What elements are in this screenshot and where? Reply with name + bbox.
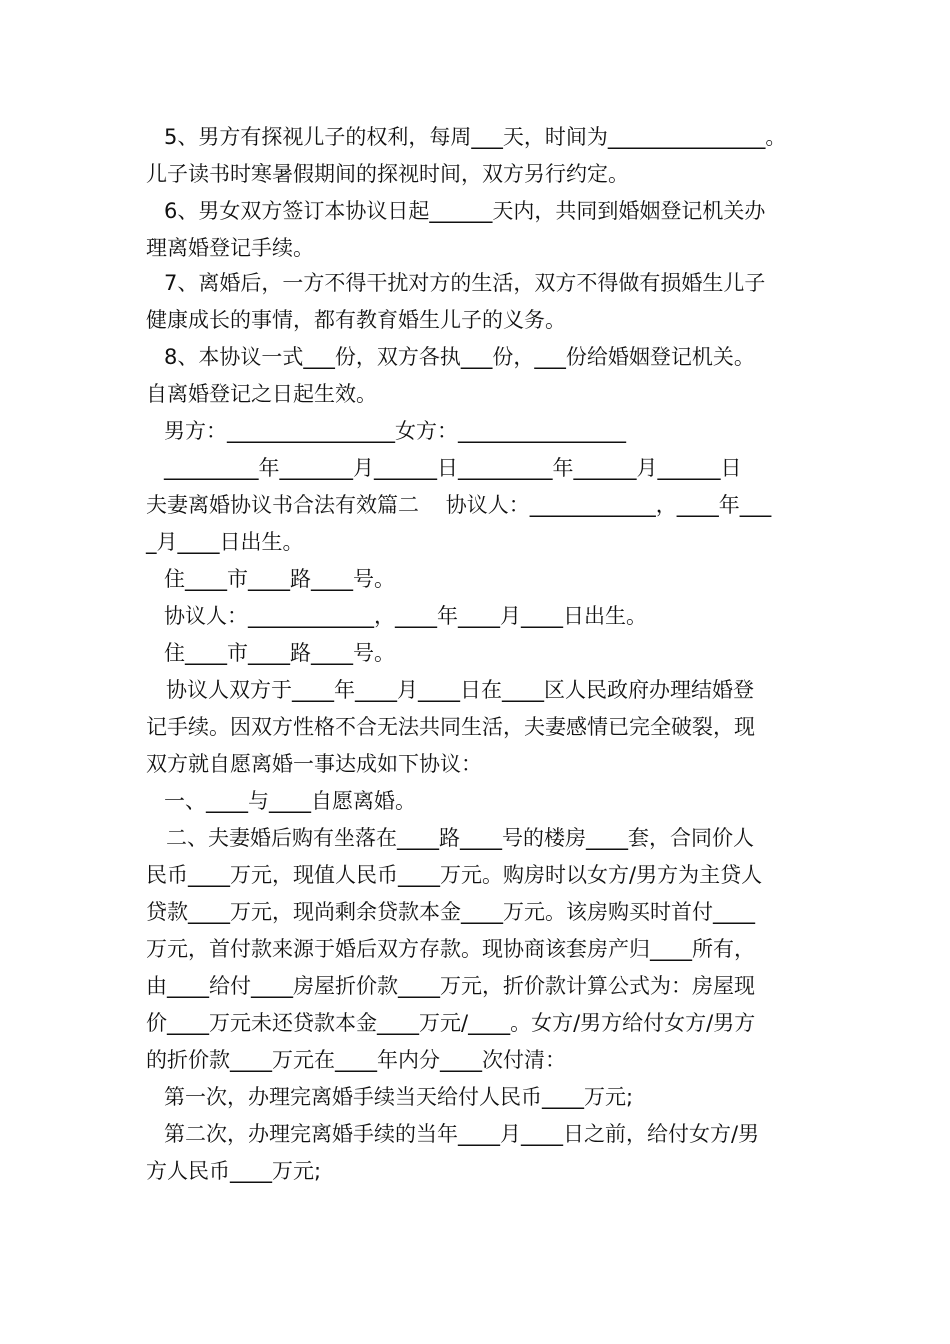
text-line-28: 第二次，办理完离婚手续的当年____月____日之前，给付女方/男 — [164, 1122, 760, 1146]
text-line-19: 一、____与____自愿离婚。 — [164, 789, 416, 813]
text-line-12: _月____日出生。 — [146, 530, 304, 554]
text-line-24: 由____给付____房屋折价款____万元，折价款计算公式为：房屋现 — [146, 974, 755, 998]
text-line-27: 第一次，办理完离婚手续当天给付人民币____万元; — [164, 1085, 634, 1109]
text-line-8: 自离婚登记之日起生效。 — [146, 382, 377, 406]
text-line-15: 住____市____路____号。 — [164, 641, 395, 665]
text-line-7: 8、本协议一式___份，双方各执___份，___份给婚姻登记机关。 — [164, 345, 755, 369]
text-line-5: 7、离婚后，一方不得干扰对方的生活，双方不得做有损婚生儿子 — [164, 271, 766, 295]
text-line-26: 的折价款____万元在____年内分____次付清： — [146, 1048, 566, 1072]
text-line-25: 价____万元未还贷款本金____万元/____。女方/男方给付女方/男方 — [146, 1011, 756, 1035]
text-line-9: 男方：________________女方：________________ — [164, 419, 626, 443]
text-line-4: 理离婚登记手续。 — [146, 236, 314, 260]
text-line-13: 住____市____路____号。 — [164, 567, 395, 591]
text-line-16: 协议人双方于____年____月____日在____区人民政府办理结婚登 — [166, 678, 754, 702]
text-line-6: 健康成长的事情，都有教育婚生儿子的义务。 — [146, 308, 566, 332]
text-line-3: 6、男女双方签订本协议日起______天内，共同到婚姻登记机关办 — [164, 199, 766, 223]
text-line-29: 方人民币____万元; — [146, 1159, 322, 1183]
text-line-22: 贷款____万元，现尚剩余贷款本金____万元。该房购买时首付____ — [146, 900, 755, 924]
text-line-23: 万元，首付款来源于婚后双方存款。现协商该套房产归____所有， — [146, 937, 755, 961]
text-line-18: 双方就自愿离婚一事达成如下协议： — [146, 752, 482, 776]
text-line-2: 儿子读书时寒暑假期间的探视时间，双方另行约定。 — [146, 162, 629, 186]
text-line-14: 协议人：____________，____年____月____日出生。 — [164, 604, 647, 628]
text-line-10: _________年_______月______日_________年______月______日 — [164, 456, 742, 480]
text-line-21: 民币____万元，现值人民币____万元。购房时以女方/男方为主贷人 — [146, 863, 763, 887]
text-line-20: 二、夫妻婚后购有坐落在____路____号的楼房____套，合同价人 — [166, 826, 754, 850]
text-line-1: 5、男方有探视儿子的权利，每周___天，时间为_______________。 — [164, 125, 787, 149]
text-line-11: 夫妻离婚协议书合法有效篇二 协议人：____________，____年___ — [146, 493, 772, 517]
text-line-17: 记手续。因双方性格不合无法共同生活，夫妻感情已完全破裂，现 — [146, 715, 755, 739]
